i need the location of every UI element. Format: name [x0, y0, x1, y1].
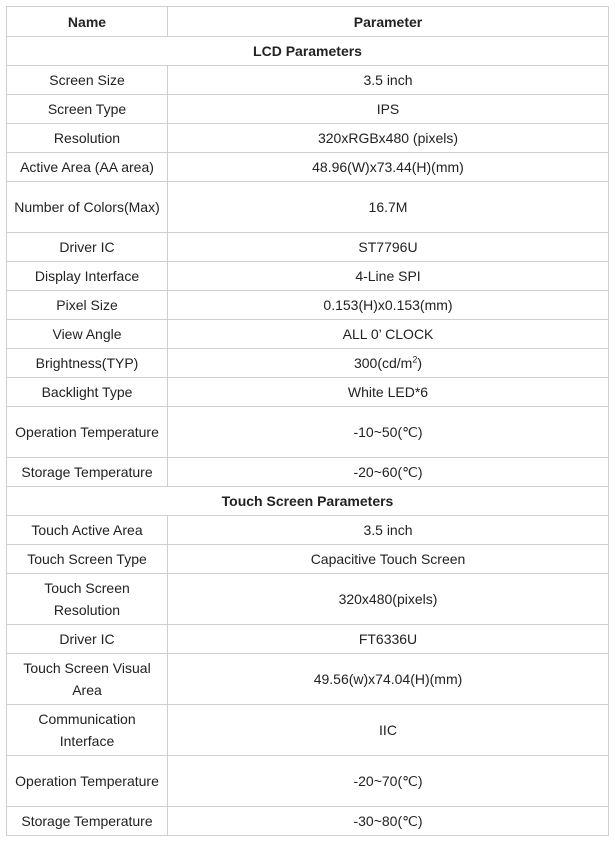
table-row	[7, 262, 609, 291]
param-name: Screen Size	[7, 66, 168, 95]
table-row	[7, 320, 609, 349]
param-name: Storage Temperature	[7, 807, 168, 836]
spec-table	[6, 6, 609, 836]
param-name: Touch Screen Resolution	[7, 574, 168, 625]
table-row	[7, 95, 609, 124]
param-value: 4-Line SPI	[168, 262, 609, 291]
table-row	[7, 625, 609, 654]
param-value: White LED*6	[168, 378, 609, 407]
param-value: -20~70(℃)	[168, 756, 609, 807]
table-row	[7, 378, 609, 407]
param-name: Number of Colors(Max)	[7, 182, 168, 233]
table-row	[7, 182, 609, 233]
param-name: Touch Active Area	[7, 516, 168, 545]
param-value: -30~80(℃)	[168, 807, 609, 836]
header-parameter: Parameter	[168, 7, 609, 37]
param-value: ALL 0’ CLOCK	[168, 320, 609, 349]
table-row	[7, 153, 609, 182]
param-name: Touch Screen Type	[7, 545, 168, 574]
param-name: Screen Type	[7, 95, 168, 124]
brightness-value: 300(cd/m	[353, 355, 413, 371]
section-title-lcd: LCD Parameters	[7, 37, 609, 66]
param-name: Driver IC	[7, 625, 168, 654]
table-row	[7, 516, 609, 545]
param-name: Brightness(TYP)	[7, 349, 168, 378]
header-name: Name	[7, 7, 168, 37]
param-value-brightness	[168, 349, 609, 378]
param-value: -20~60(℃)	[168, 458, 609, 487]
table-row	[7, 574, 609, 625]
table-row	[7, 705, 609, 756]
param-value: 48.96(W)x73.44(H)(mm)	[168, 153, 609, 182]
section-row-touch	[7, 487, 609, 516]
table-row	[7, 807, 609, 836]
table-row	[7, 458, 609, 487]
brightness-suffix: )	[417, 355, 423, 371]
table-row	[7, 124, 609, 153]
section-title-touch: Touch Screen Parameters	[7, 487, 609, 516]
param-value: 3.5 inch	[168, 516, 609, 545]
table-row	[7, 66, 609, 95]
param-name: Active Area (AA area)	[7, 153, 168, 182]
param-name: Operation Temperature	[7, 756, 168, 807]
param-value: 0.153(H)x0.153(mm)	[168, 291, 609, 320]
param-value: 320xRGBx480 (pixels)	[168, 124, 609, 153]
table-row	[7, 349, 609, 378]
param-name: Backlight Type	[7, 378, 168, 407]
param-value: 3.5 inch	[168, 66, 609, 95]
section-row-lcd	[7, 37, 609, 66]
param-value: 49.56(w)x74.04(H)(mm)	[168, 654, 609, 705]
brightness-exponent: 2	[412, 354, 418, 365]
table-row	[7, 545, 609, 574]
param-value: 320x480(pixels)	[168, 574, 609, 625]
table-row	[7, 654, 609, 705]
param-value: 16.7M	[168, 182, 609, 233]
param-name: Resolution	[7, 124, 168, 153]
param-name: Operation Temperature	[7, 407, 168, 458]
table-row	[7, 291, 609, 320]
param-name: Driver IC	[7, 233, 168, 262]
param-value: FT6336U	[168, 625, 609, 654]
param-value: -10~50(℃)	[168, 407, 609, 458]
param-name: Communication Interface	[7, 705, 168, 756]
table-row	[7, 756, 609, 807]
param-name: Display Interface	[7, 262, 168, 291]
param-value: IPS	[168, 95, 609, 124]
table-row	[7, 233, 609, 262]
param-name: View Angle	[7, 320, 168, 349]
param-name: Touch Screen Visual Area	[7, 654, 168, 705]
param-name: Pixel Size	[7, 291, 168, 320]
param-name: Storage Temperature	[7, 458, 168, 487]
param-value: Capacitive Touch Screen	[168, 545, 609, 574]
param-value: IIC	[168, 705, 609, 756]
header-row	[7, 7, 609, 37]
param-value: ST7796U	[168, 233, 609, 262]
table-row	[7, 407, 609, 458]
